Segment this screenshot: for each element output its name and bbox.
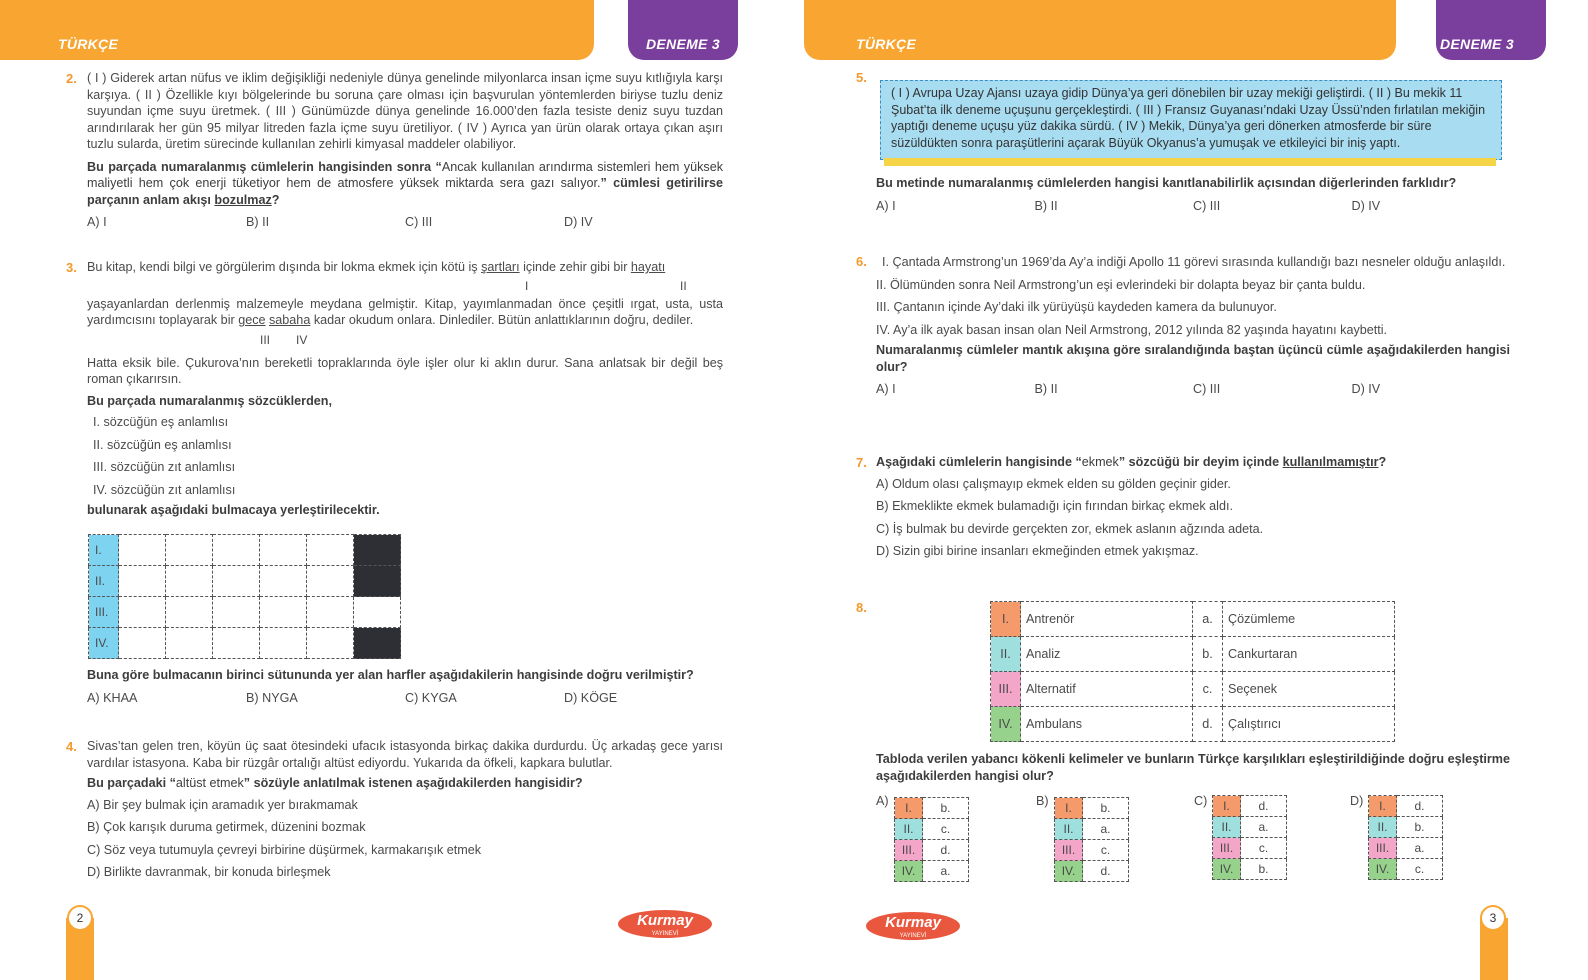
page-number: 2: [67, 905, 93, 931]
grid-cell[interactable]: [260, 566, 307, 597]
grid-label: IV.: [89, 628, 119, 659]
grid-row: [89, 535, 401, 566]
list-item: IV. sözcüğün zıt anlamlısı: [93, 482, 236, 497]
grid-cell[interactable]: [260, 535, 307, 566]
list-item: II. sözcüğün eş anlamlısı: [93, 437, 232, 452]
answer-options: [87, 215, 723, 229]
question-stem: Tabloda verilen yabancı kökenli kelimeler ve bunların Türkçe karşılıkları eşleştirildiğinde doğru eşleştirme aşağıdakilerden hangisi olur?: [876, 752, 1510, 783]
foreign-word: Ambulans: [1021, 707, 1193, 742]
question-3-end: [87, 667, 723, 705]
option-c[interactable]: C) İş bulmak bu devirde gerçekten zor, ekmek aslanın ağzında adeta.: [876, 521, 1264, 536]
grid-cell[interactable]: [213, 535, 260, 566]
row-key: I.: [991, 602, 1021, 637]
grid-cell-blocked: [354, 535, 401, 566]
question-number: 7.: [856, 455, 867, 470]
turkish-word: Cankurtaran: [1223, 637, 1395, 672]
question-stem: bulunarak aşağıdaki bulmacaya yerleştirilecektir.: [87, 503, 380, 517]
grid-cell[interactable]: [213, 597, 260, 628]
grid-cell[interactable]: [307, 535, 354, 566]
question-5: [876, 175, 1510, 213]
option-d[interactable]: D): [1350, 794, 1364, 808]
grid-cell[interactable]: [119, 597, 166, 628]
grid-cell[interactable]: [119, 628, 166, 659]
option-a[interactable]: A): [876, 794, 889, 808]
option-a[interactable]: A) I: [87, 215, 107, 229]
grid-cell[interactable]: [354, 597, 401, 628]
option-c[interactable]: C) III: [1193, 198, 1221, 213]
grid-cell[interactable]: [307, 628, 354, 659]
row-key: III.: [991, 672, 1021, 707]
question-4: [87, 738, 723, 884]
grid-cell[interactable]: [213, 566, 260, 597]
grid-row: [89, 628, 401, 659]
question-6: [876, 254, 1510, 396]
question-number: 2.: [66, 71, 77, 86]
option-b[interactable]: B) Ekmeklikte ekmek bulamadığı için fırından birkaç ekmek aldı.: [876, 499, 1233, 513]
grid-cell[interactable]: [260, 628, 307, 659]
subject-title: TÜRKÇE: [856, 36, 917, 52]
question-2: [87, 70, 723, 229]
statement: IV. Ay’a ilk ayak basan insan olan Neil Armstrong, 2012 yılında 82 yaşında hayatını kaybetti.: [876, 322, 1388, 337]
question-stem: Buna göre bulmacanın birinci sütununda yer alan harfler aşağıdakilerin hangisinde doğru verilmiştir?: [87, 668, 694, 682]
option-a[interactable]: A) Bir şey bulmak için aramadık yer bırakmamak: [87, 797, 358, 812]
list-item: III. sözcüğün zıt anlamlısı: [93, 460, 236, 474]
turkish-word: Çalıştırıcı: [1223, 707, 1395, 742]
answer-options: [87, 691, 723, 705]
row-letter: a.: [1193, 602, 1223, 637]
grid-row: [89, 566, 401, 597]
option-b[interactable]: B) II: [1034, 198, 1058, 213]
row-letter: c.: [1193, 672, 1223, 707]
row-key: II.: [991, 637, 1021, 672]
row-letter: b.: [1193, 637, 1223, 672]
question-number: 5.: [856, 70, 867, 85]
question-text: Sivas’tan gelen tren, köyün üç saat ötesindeki ufacık istasyonda birkaç dakika durdurdu. Üç arkadaş gece yarısı vardılar istasyona. Kaba bir rüzgâr ortalığı altüst ediyordu. Yukarıda da öfkeli, kapkara bulutlar.: [87, 739, 723, 770]
option-d[interactable]: D) IV: [1351, 198, 1381, 213]
option-a[interactable]: A) I: [876, 198, 896, 213]
option-b-table[interactable]: I. b. II. a. III. c. IV. d.: [1054, 797, 1129, 882]
option-c[interactable]: C): [1194, 794, 1208, 808]
grid-row: [89, 597, 401, 628]
word-marks: III IV: [260, 332, 308, 347]
foreign-word: Analiz: [1021, 637, 1193, 672]
question-text: yaşayanlardan derlenmiş malzemeyle meydana gelmiştir. Kitap, yayımlanmadan önce çeşitli ırgat, usta, usta yardımcısını toplayarak bir gece sabaha kadar okudum onlara. Dinlediler. Bütün anlattıklarının doğru, dediler.: [87, 296, 723, 327]
turkish-word: Seçenek: [1223, 672, 1395, 707]
grid-label: I.: [89, 535, 119, 566]
question-3: [87, 259, 723, 519]
option-c-table[interactable]: I. d. II. a. III. c. IV. b.: [1212, 795, 1287, 880]
row-key: IV.: [991, 707, 1021, 742]
option-d-table[interactable]: I. d. II. b. III. a. IV. c.: [1368, 795, 1443, 880]
question-stem: Numaralanmış cümleler mantık akışına göre sıralandığında baştan üçüncü cümle aşağıdakilerden hangisi olur?: [876, 343, 1510, 374]
table-row: [991, 672, 1395, 707]
right-page: [794, 0, 1588, 980]
question-stem: Bu metinde numaralanmış cümlelerden hangisi kanıtlanabilirlik açısından diğerlerinden farklıdır?: [876, 176, 1457, 190]
statement: I. Çantada Armstrong’un 1969’da Ay’a indiği Apollo 11 görevi sırasında kullandığı bazı nesneler olduğu anlaşıldı.: [882, 255, 1506, 269]
publisher-logo: Kurmay YAYINEVİ: [866, 912, 960, 940]
option-a-table[interactable]: I. b. II. c. III. d. IV. a.: [894, 797, 969, 882]
test-title: DENEME 3: [646, 36, 720, 52]
option-d[interactable]: D) IV: [1351, 382, 1381, 396]
grid-cell[interactable]: [213, 628, 260, 659]
answer-options: [876, 382, 1510, 396]
question-text: Bu kitap, kendi bilgi ve görgülerim dışında bir lokma ekmek için kötü iş şartları içinde zehir gibi bir hayatı: [87, 260, 666, 274]
page-number: 3: [1480, 905, 1506, 931]
table-row: [991, 637, 1395, 672]
clue-list: [87, 411, 723, 501]
test-title: DENEME 3: [1440, 36, 1514, 52]
subject-title: TÜRKÇE: [58, 36, 119, 52]
question-8: [876, 751, 1510, 784]
grid-cell[interactable]: [260, 597, 307, 628]
publisher-logo: Kurmay YAYINEVİ: [618, 910, 712, 938]
table-row: [991, 602, 1395, 637]
grid-cell[interactable]: [166, 628, 213, 659]
turkish-word: Çözümleme: [1223, 602, 1395, 637]
option-c[interactable]: C) Söz veya tutumuyla çevreyi birbirine düşürmek, karmakarışık etmek: [87, 842, 482, 857]
matching-table: [990, 601, 1395, 742]
row-letter: d.: [1193, 707, 1223, 742]
option-d[interactable]: D) KÖGE: [564, 690, 618, 705]
grid-cell[interactable]: [166, 535, 213, 566]
option-b[interactable]: B) II: [246, 215, 270, 229]
list-item: I. sözcüğün eş anlamlısı: [93, 415, 229, 429]
grid-label: II.: [89, 566, 119, 597]
grid-cell[interactable]: [166, 597, 213, 628]
question-number: 4.: [66, 739, 77, 754]
crossword-grid: [88, 534, 401, 659]
foreign-word: Antrenör: [1021, 602, 1193, 637]
option-b[interactable]: B) NYGA: [246, 690, 298, 705]
option-d[interactable]: D) IV: [564, 215, 593, 229]
option-a[interactable]: A) I: [876, 382, 896, 396]
question-stem: Bu parçada numaralanmış sözcüklerden,: [87, 393, 332, 408]
word-marks: I II: [525, 278, 687, 293]
grid-cell[interactable]: [119, 535, 166, 566]
option-a[interactable]: A) KHAA: [87, 690, 138, 705]
option-b[interactable]: B) Çok karışık duruma getirmek, düzenini bozmak: [87, 820, 366, 834]
question-stem: Aşağıdaki cümlelerin hangisinde “ekmek” sözcüğü bir deyim içinde kullanılmamıştır?: [876, 455, 1387, 469]
foreign-word: Alternatif: [1021, 672, 1193, 707]
passage-box: ( I ) Avrupa Uzay Ajansı uzaya gidip Dünya’ya geri dönebilen bir uzay mekiği geliştirdi. ( II ) Bu mekik 11 Şubat’ta ilk deneme uçuşunu gerçekleştirdi. ( III ) Fransız Guyanası’ndaki Uzay Üssü’nden fırlatılan mekiğin yaptığı deneme uçuşu yüz dakika sürdü. ( IV ) Mekik, Dünya’ya geri dönerken atmosferde bir süre süzüldükten sonra paraşütlerini açarak Büyük Okyanus’a yumuşak ve etkileyici bir iniş yaptı.: [880, 80, 1502, 160]
question-stem: Bu parçada numaralanmış cümlelerin hangisinden sonra “Ancak kullanılan arındırma sistemleri hem yüksek maliyetli hem çok enerji tüketiyor hem de atmosfere yüksek miktarda sera gazı salıyor.” cümlesi getirilirse parçanın anlam akışı bozulmaz?: [87, 159, 723, 207]
question-text: ( I ) Giderek artan nüfus ve iklim değişikliği nedeniyle dünya genelinde milyonlarca insan içme suyu kıtlığıyla karşı karşıya. ( II ) Özellikle kıyı bölgelerinde bu soruna çare olması için başvurulan yöntemlerden biriyse tuzlu deniz suyundan içme suyu üretmek. ( III ) Günümüzde dünya genelinde 16.000’den fazla tesiste deniz suyu tuzdan arındırılarak her gün 95 milyar litreden fazla içme suyu üretiliyor. ( IV ) Ayrıca yan ürün olarak ortaya çıkan aşırı tuzlu sularda, üretim sürecinde kullanılan zehirli kimyasal maddeler olabiliyor.: [87, 71, 723, 151]
option-c[interactable]: C) III: [405, 215, 433, 229]
option-c[interactable]: C) KYGA: [405, 690, 457, 705]
grid-cell[interactable]: [307, 566, 354, 597]
question-stem: Bu parçadaki “altüst etmek” sözüyle anlatılmak istenen aşağıdakilerden hangisidir?: [87, 776, 583, 790]
question-number: 8.: [856, 600, 867, 615]
option-d[interactable]: D) Birlikte davranmak, bir konuda birleşmek: [87, 865, 331, 879]
option-c[interactable]: C) III: [1193, 382, 1221, 396]
question-text: Hatta eksik bile. Çukurova’nın bereketli topraklarında öyle işler olur ki aklın durur. Sana anlatsak bir değil beş roman çıkarırsın.: [87, 355, 723, 386]
grid-cell[interactable]: [307, 597, 354, 628]
grid-cell[interactable]: [166, 566, 213, 597]
option-b[interactable]: B): [1036, 794, 1049, 808]
grid-cell-blocked: [354, 628, 401, 659]
option-a[interactable]: A) Oldum olası çalışmayıp ekmek elden su gölden geçinir gider.: [876, 476, 1231, 491]
statement: III. Çantanın içinde Ay’daki ilk yürüyüşü kaydeden kamera da bulunuyor.: [876, 300, 1277, 314]
question-number: 3.: [66, 260, 77, 275]
grid-label: III.: [89, 597, 119, 628]
passage-underline: [884, 158, 1496, 166]
grid-cell-blocked: [354, 566, 401, 597]
answer-options: [876, 473, 1510, 563]
answer-options: [87, 794, 723, 884]
question-number: 6.: [856, 254, 867, 269]
grid-cell[interactable]: [119, 566, 166, 597]
statement: II. Ölümünden sonra Neil Armstrong’un eşi evlerindeki bir dolapta beyaz bir çanta buldu.: [876, 277, 1366, 292]
question-7: [876, 454, 1510, 563]
table-row: [991, 707, 1395, 742]
option-b[interactable]: B) II: [1034, 382, 1058, 396]
answer-options: [876, 199, 1510, 213]
option-d[interactable]: D) Sizin gibi birine insanları ekmeğinden etmek yakışmaz.: [876, 544, 1199, 558]
